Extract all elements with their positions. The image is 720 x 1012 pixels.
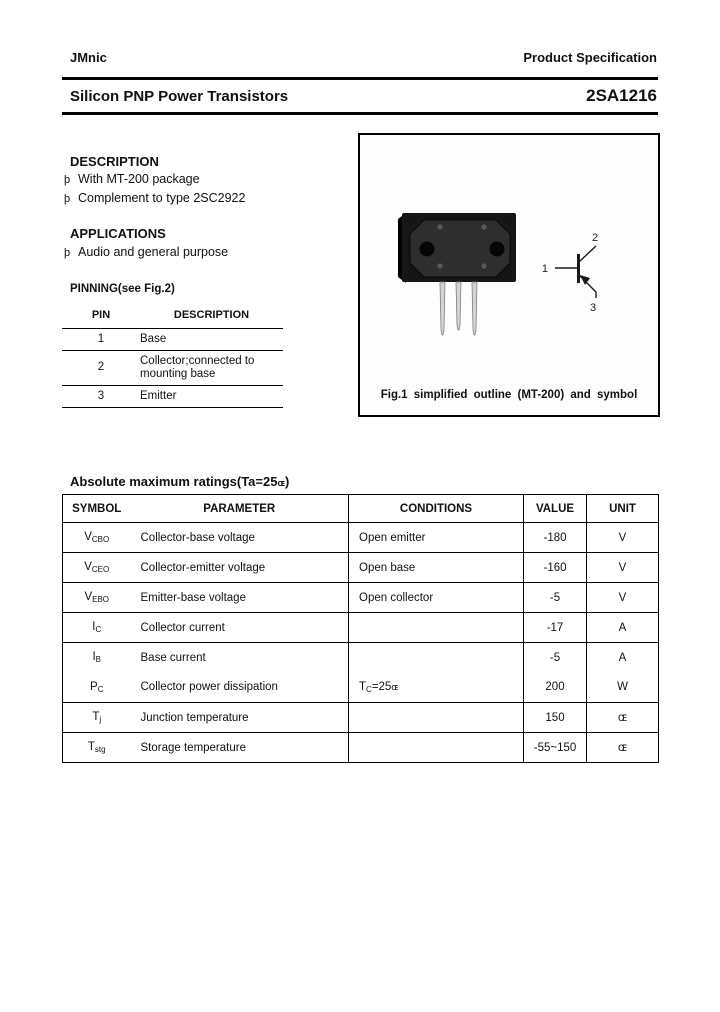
symbol-cell: $V_{EBO}$: [63, 583, 131, 613]
package-and-symbol-drawing: [360, 135, 658, 415]
mt200-package-icon: [398, 213, 516, 335]
pnp-symbol-icon: [555, 246, 596, 298]
symbol-pin3-label: 3: [589, 302, 597, 314]
ratings-col-symbol: SYMBOL: [63, 495, 131, 523]
unit-cell: A: [587, 643, 659, 673]
unit-cell: ɶ: [587, 703, 659, 733]
pin-description: Base: [140, 328, 283, 350]
pinning-row: [62, 328, 283, 350]
value-cell: -5: [524, 583, 587, 613]
symbol-cell: $P_C$: [63, 673, 131, 703]
parameter-cell: Junction temperature: [131, 703, 349, 733]
pin-description: Collector;connected to mounting base: [140, 350, 283, 385]
page-title: Silicon PNP Power Transistors: [70, 88, 289, 105]
pin-number: 3: [62, 385, 140, 407]
unit-cell: V: [587, 523, 659, 553]
conditions-cell: [349, 703, 524, 733]
ratings-col-value: VALUE: [524, 495, 587, 523]
parameter-cell: Collector-base voltage: [131, 523, 349, 553]
symbol-cell: $I_B$: [92, 651, 102, 665]
conditions-cell: [349, 613, 524, 643]
description-item-text: With MT-200 package: [78, 172, 200, 186]
parameter-cell: Base current: [140, 651, 206, 664]
conditions-cell: [349, 733, 524, 763]
value-cell: -160: [524, 553, 587, 583]
pinning-row: [62, 385, 283, 407]
degree-glyph: ɶ: [391, 681, 399, 692]
conditions-cell: Open base: [349, 553, 524, 583]
parameter-cell: Collector current: [131, 613, 349, 643]
ratings-row: [63, 643, 659, 673]
pinning-row: [62, 350, 283, 385]
value-cell: -5: [524, 643, 587, 673]
pinning-col-pin: PIN: [62, 302, 140, 328]
value-cell: -55~150: [524, 733, 587, 763]
parameter-cell: Collector-emitter voltage: [131, 553, 349, 583]
ratings-row: [63, 733, 659, 763]
parameter-cell: Emitter-base voltage: [131, 583, 349, 613]
unit-cell: W: [587, 673, 659, 703]
ratings-row: [63, 673, 659, 703]
conditions-cell: $T_C=25ɶ$: [349, 673, 524, 703]
pin-number: 2: [62, 350, 140, 385]
symbol-cell: $I_C$: [63, 613, 131, 643]
value-cell: 150: [524, 703, 587, 733]
pinning-header-row: [62, 302, 283, 328]
ratings-header-row: [63, 495, 659, 523]
parameter-cell: Collector power dissipation: [131, 673, 349, 703]
ratings-row: [63, 553, 659, 583]
symbol-cell: $V_{CBO}$: [63, 523, 131, 553]
divider-title: [62, 112, 658, 115]
ratings-row: [63, 703, 659, 733]
conditions-cell: [349, 643, 524, 673]
bullet-icon: þ: [64, 174, 71, 186]
divider-top: [62, 77, 658, 80]
symbol-pin1-label: 1: [541, 263, 548, 275]
parameter-cell: Storage temperature: [131, 733, 349, 763]
ratings-heading: Absolute maximum ratings(Ta=25ɶ): [70, 474, 290, 489]
pinning-table: [62, 302, 283, 408]
unit-cell: ɶ: [587, 733, 659, 763]
ratings-table: [62, 494, 659, 763]
conditions-cell: Open emitter: [349, 523, 524, 553]
value-cell: -180: [524, 523, 587, 553]
conditions-cell: Open collector: [349, 583, 524, 613]
degree-glyph: ɶ: [277, 478, 285, 488]
applications-item-text: Audio and general purpose: [78, 245, 229, 259]
symbol-pin2-label: 2: [591, 232, 599, 244]
unit-cell: A: [587, 613, 659, 643]
pinning-heading: PINNING(see Fig.2): [70, 283, 175, 295]
ratings-row: [63, 523, 659, 553]
description-heading: DESCRIPTION: [70, 154, 159, 169]
ratings-row: [63, 583, 659, 613]
spec-label: Product Specification: [523, 50, 657, 65]
bullet-icon: þ: [64, 247, 71, 259]
description-item: [64, 191, 245, 205]
value-cell: -17: [524, 613, 587, 643]
figure-caption: Fig.1 simplified outline (MT-200) and symbol: [380, 389, 638, 401]
symbol-cell: $T_{stg}$: [63, 733, 131, 763]
unit-cell: V: [587, 583, 659, 613]
pin-number: 1: [62, 328, 140, 350]
unit-cell: V: [587, 553, 659, 583]
description-item-text: Complement to type 2SC2922: [78, 191, 246, 205]
value-cell: 200: [524, 673, 587, 703]
symbol-cell: $T_j$: [63, 703, 131, 733]
pinning-col-description: DESCRIPTION: [140, 302, 283, 328]
ratings-row: [63, 613, 659, 643]
applications-item: [64, 245, 228, 259]
ratings-col-parameter: PARAMETER: [131, 495, 349, 523]
ratings-col-unit: UNIT: [587, 495, 659, 523]
applications-heading: APPLICATIONS: [70, 226, 166, 241]
brand-logo: JMnic: [70, 50, 107, 65]
part-number: 2SA1216: [586, 86, 657, 105]
ratings-col-conditions: CONDITIONS: [349, 495, 524, 523]
figure-outline-and-symbol: [358, 133, 660, 417]
bullet-icon: þ: [64, 193, 71, 205]
symbol-cell: $V_{CEO}$: [63, 553, 131, 583]
pin-description: Emitter: [140, 385, 283, 407]
description-item: [64, 172, 200, 186]
